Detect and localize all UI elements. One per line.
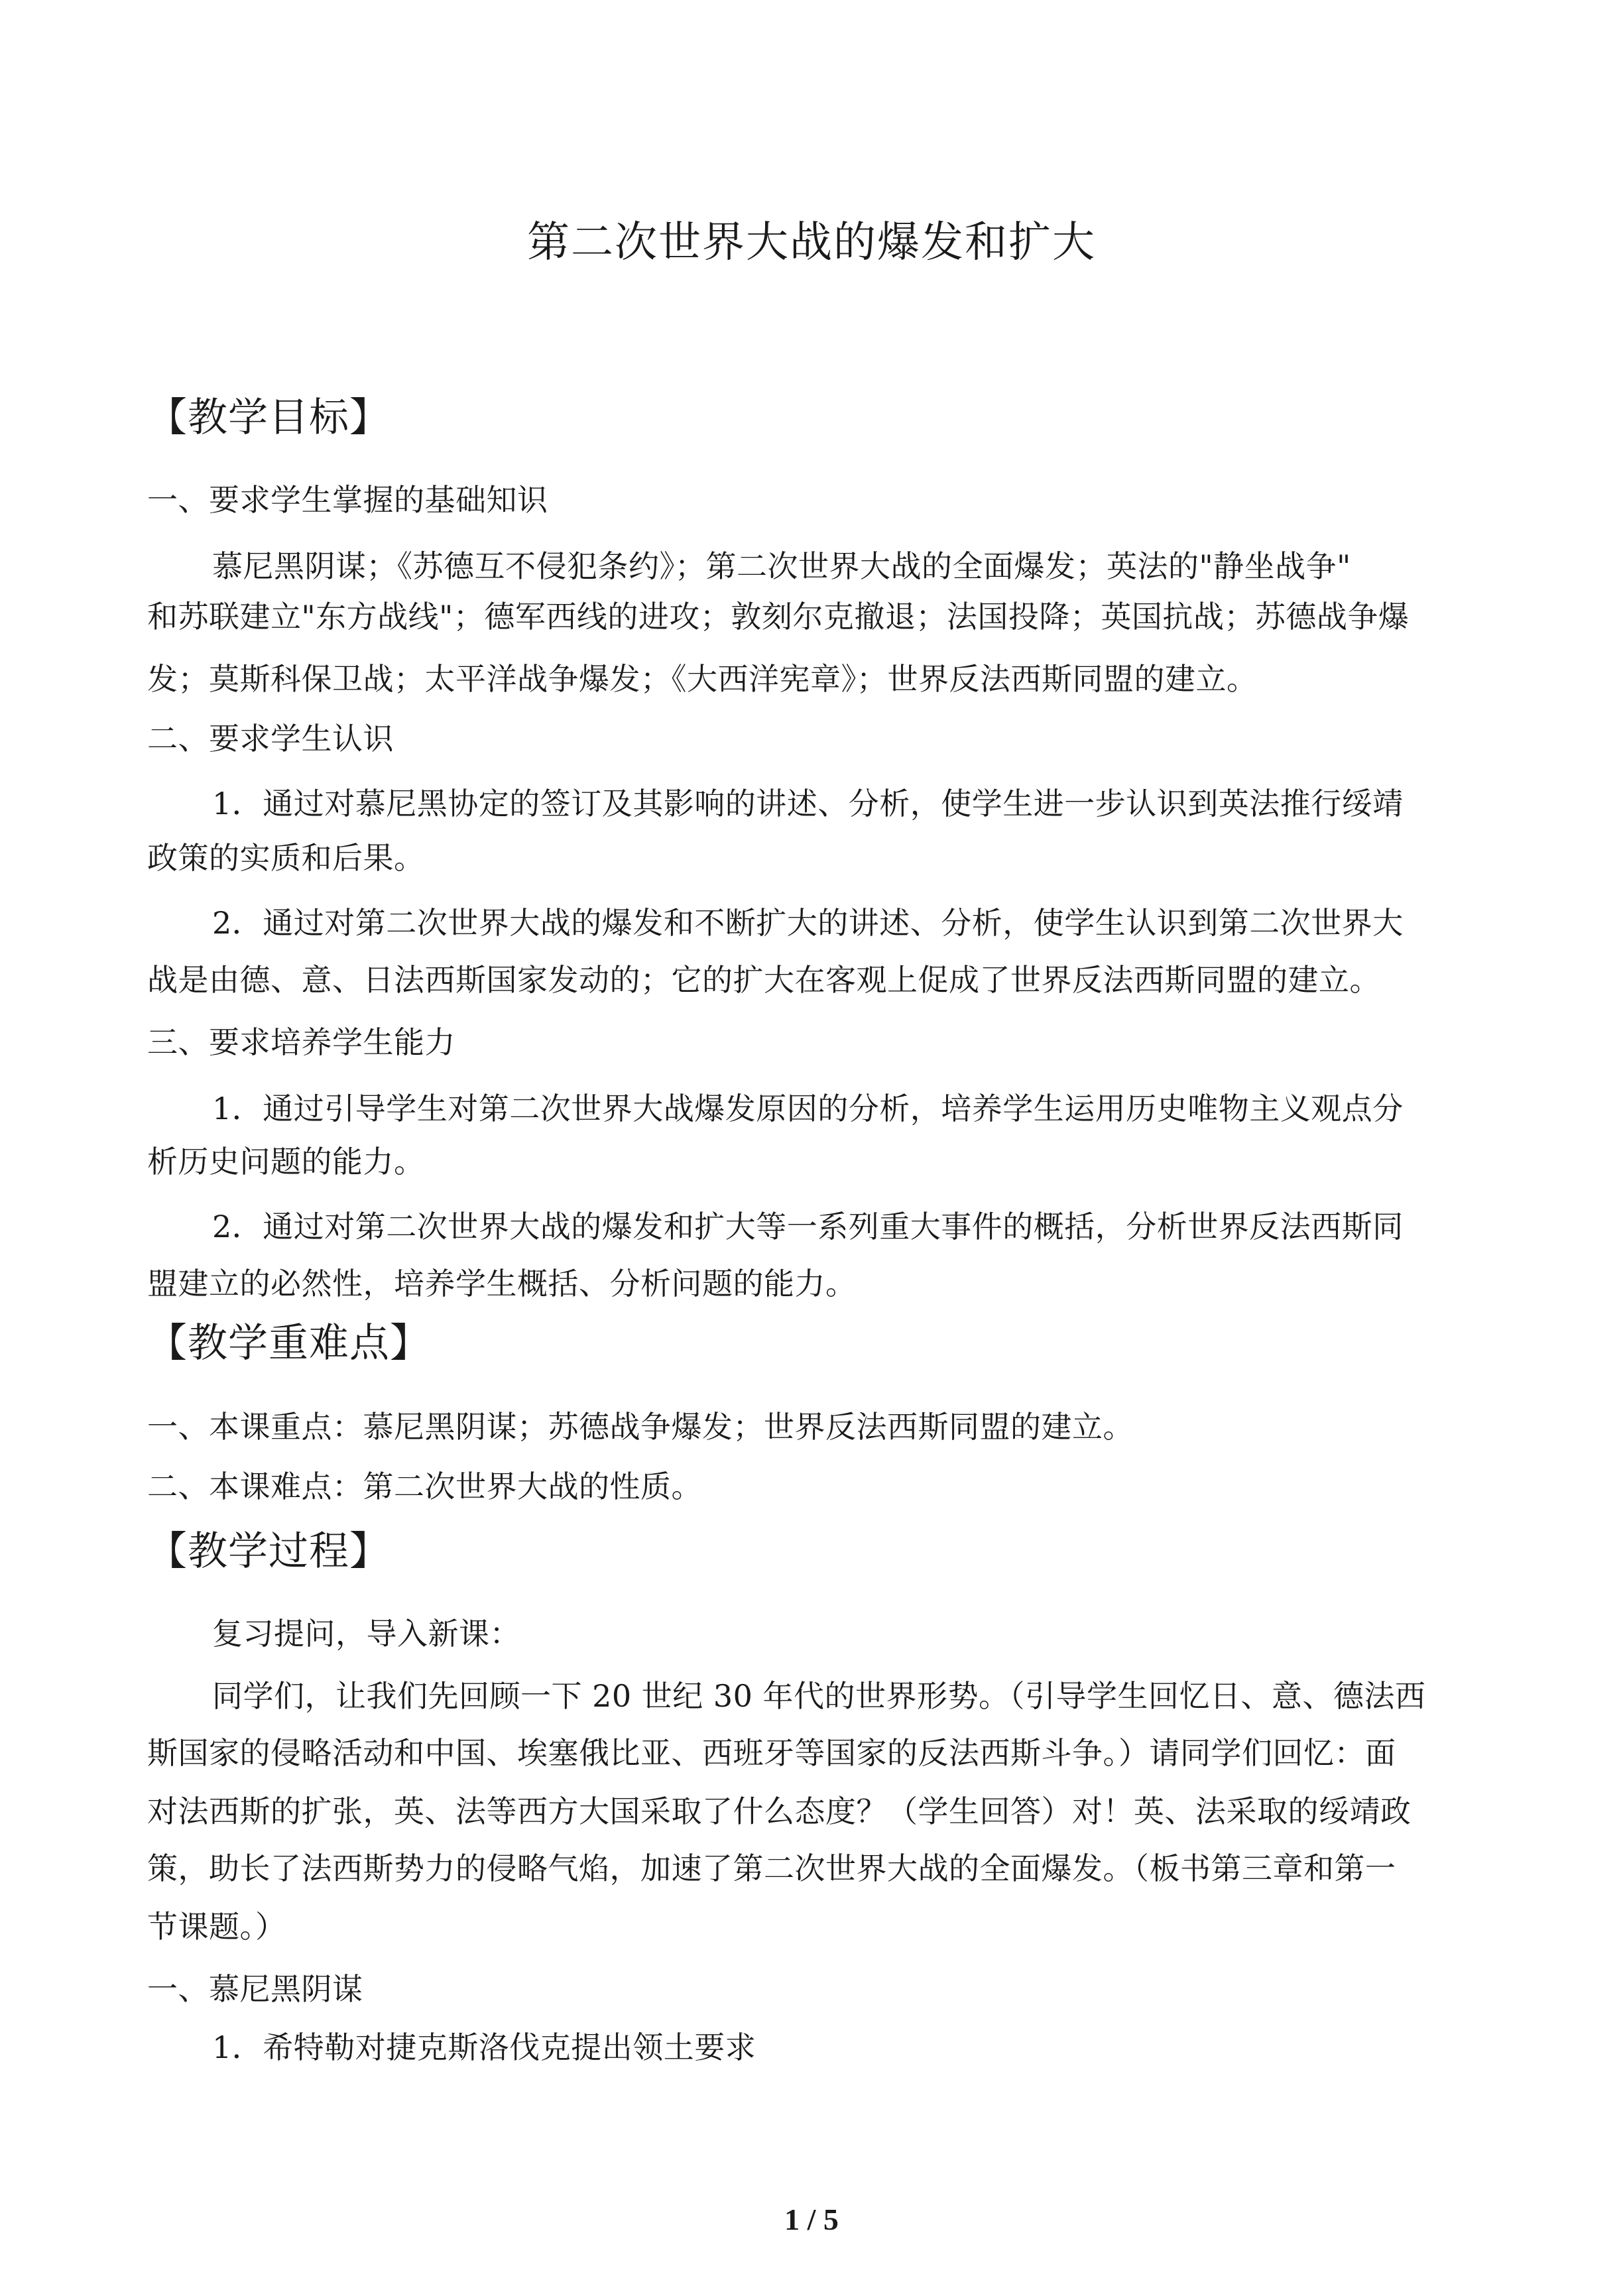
objectives-sub2-item2-line: 2．通过对第二次世界大战的爆发和不断扩大的讲述、分析，使学生认识到第二次世界大 xyxy=(212,905,1404,941)
objectives-sub2-item1-line: 1．通过对慕尼黑协定的签订及其影响的讲述、分析，使学生进一步认识到英法推行绥靖 xyxy=(212,786,1404,821)
process-section1-heading: 一、慕尼黑阴谋 xyxy=(147,1971,363,2007)
process-heading: 【教学过程】 xyxy=(147,1528,390,1575)
objectives-sub1: 一、要求学生掌握的基础知识 xyxy=(147,482,548,518)
process-paragraph-line: 同学们，让我们先回顾一下 20 世纪 30 年代的世界形势。（引导学生回忆日、意、德法西 xyxy=(212,1678,1426,1714)
key-points-heading: 【教学重难点】 xyxy=(147,1320,430,1366)
key-point-line: 一、本课重点：慕尼黑阴谋；苏德战争爆发；世界反法西斯同盟的建立。 xyxy=(147,1409,1134,1445)
document-title: 第二次世界大战的爆发和扩大 xyxy=(527,218,1096,267)
page-number: 1 / 5 xyxy=(784,2203,839,2236)
objectives-sub2: 二、要求学生认识 xyxy=(147,721,394,756)
objectives-sub2-item2-line: 战是由德、意、日法西斯国家发动的；它的扩大在客观上促成了世界反法西斯同盟的建立。 xyxy=(147,962,1380,998)
objectives-sub3-item2-line: 2．通过对第二次世界大战的爆发和扩大等一系列重大事件的概括，分析世界反法西斯同 xyxy=(212,1209,1404,1244)
process-intro: 复习提问，导入新课： xyxy=(212,1616,520,1652)
process-paragraph-line: 节课题。） xyxy=(147,1909,286,1945)
process-paragraph-line: 斯国家的侵略活动和中国、埃塞俄比亚、西班牙等国家的反法西斯斗争。）请同学们回忆：面 xyxy=(147,1735,1396,1771)
objectives-sub1-text-line: 发；莫斯科保卫战；太平洋战争爆发；《大西洋宪章》；世界反法西斯同盟的建立。 xyxy=(147,661,1258,697)
objectives-sub3-item1-line: 析历史问题的能力。 xyxy=(147,1144,425,1179)
objectives-sub3: 三、要求培养学生能力 xyxy=(147,1024,455,1060)
process-paragraph-line: 对法西斯的扩张，英、法等西方大国采取了什么态度？（学生回答）对！英、法采取的绥靖政 xyxy=(147,1793,1412,1829)
objectives-sub2-item1-line: 政策的实质和后果。 xyxy=(147,840,425,876)
objectives-heading: 【教学目标】 xyxy=(147,394,390,441)
objectives-sub3-item1-line: 1．通过引导学生对第二次世界大战爆发原因的分析，培养学生运用历史唯物主义观点分 xyxy=(212,1091,1404,1126)
process-paragraph-line: 策，助长了法西斯势力的侵略气焰，加速了第二次世界大战的全面爆发。（板书第三章和第一 xyxy=(147,1850,1396,1886)
difficult-point-line: 二、本课难点：第二次世界大战的性质。 xyxy=(147,1469,702,1504)
objectives-sub1-text-line: 慕尼黑阴谋；《苏德互不侵犯条约》；第二次世界大战的全面爆发；英法的"静坐战争" xyxy=(212,548,1351,584)
process-section1-item1: 1．希特勒对捷克斯洛伐克提出领土要求 xyxy=(212,2029,756,2065)
objectives-sub1-text-line: 和苏联建立"东方战线"；德军西线的进攻；敦刻尔克撤退；法国投降；英国抗战；苏德战争爆 xyxy=(147,599,1410,634)
objectives-sub3-item2-line: 盟建立的必然性，培养学生概括、分析问题的能力。 xyxy=(147,1266,857,1301)
